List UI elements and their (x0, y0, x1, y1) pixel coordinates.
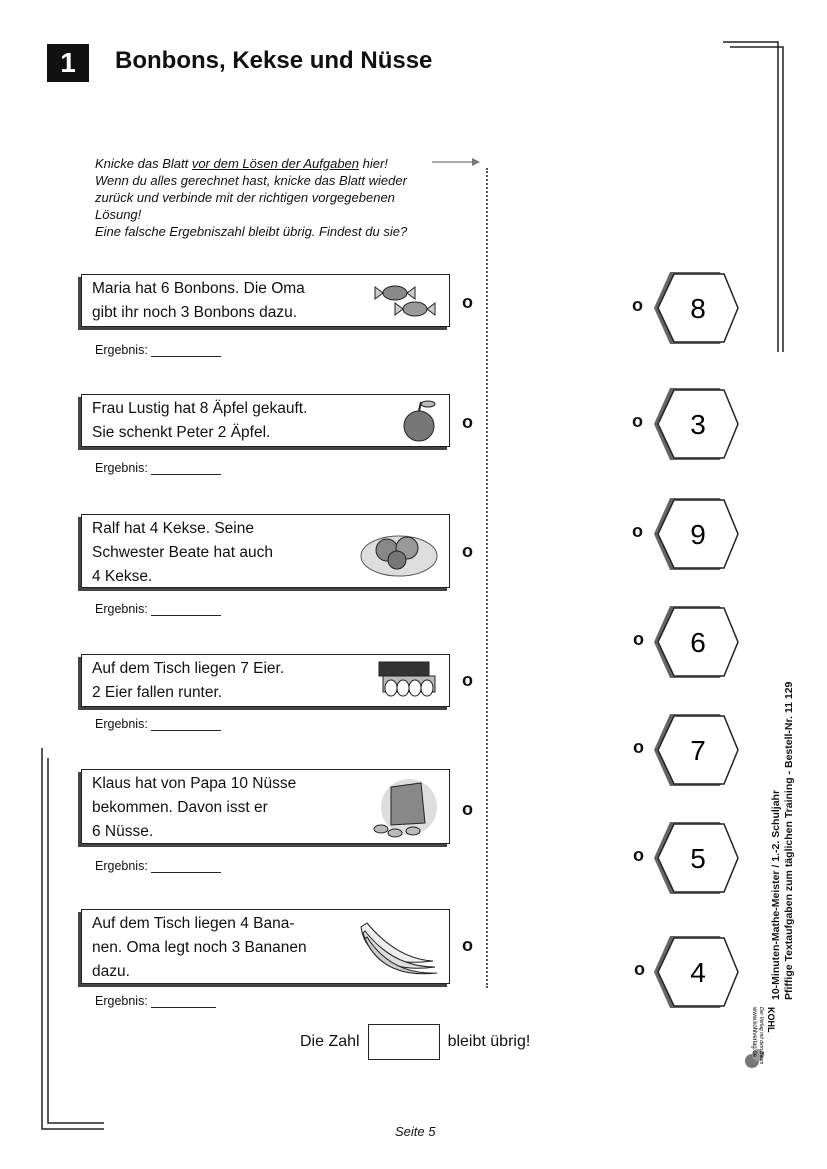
series-info: 10-Minuten-Mathe-Meister / 1.-2. Schuljahr Pfiffige Textaufgaben zum täglichen Training - Bestell-Nr. 11 129 (770, 681, 795, 1000)
fold-line (486, 168, 488, 988)
connector-dot[interactable]: o (462, 670, 473, 690)
answer-hexagon[interactable] (648, 604, 740, 685)
answer-connector-dot[interactable]: o (634, 959, 645, 979)
answer-hexagon[interactable] (648, 712, 740, 793)
task-box: Ralf hat 4 Kekse. Seine Schwester Beate hat auch 4 Kekse. (81, 514, 450, 588)
result-field[interactable]: Ergebnis: (95, 994, 216, 1008)
answer-value: 4 (690, 957, 706, 988)
connector-dot[interactable]: o (462, 292, 473, 312)
fold-arrow-icon (432, 156, 482, 168)
apple-icon (399, 398, 439, 444)
answer-hexagon[interactable] (648, 820, 740, 901)
task-box: Auf dem Tisch liegen 7 Eier. 2 Eier fallen runter. (81, 654, 450, 707)
answer-hexagon[interactable] (648, 496, 740, 577)
answer-value: 8 (690, 293, 706, 324)
task-box: Auf dem Tisch liegen 4 Bana- nen. Oma legt noch 3 Bananen dazu. (81, 909, 450, 984)
answer-connector-dot[interactable]: o (632, 521, 643, 541)
answer-connector-dot[interactable]: o (633, 629, 644, 649)
publisher-logo (742, 1005, 776, 1077)
svg-text:Der Verlag mit dem Baum: Der Verlag mit dem Baum (758, 1007, 764, 1065)
answer-connector-dot[interactable]: o (632, 411, 643, 431)
answer-value: 5 (690, 843, 706, 874)
answer-value: 7 (690, 735, 706, 766)
bananas-icon (357, 919, 439, 975)
result-field[interactable]: Ergebnis: (95, 717, 221, 731)
nut-bag-icon (369, 775, 439, 839)
result-field[interactable]: Ergebnis: (95, 343, 221, 357)
page-number: Seite 5 (395, 1124, 436, 1139)
answer-hexagon[interactable] (648, 270, 740, 351)
candy-icon (373, 279, 439, 323)
result-field[interactable]: Ergebnis: (95, 859, 221, 873)
answer-value: 6 (690, 627, 706, 658)
task-box: Frau Lustig hat 8 Äpfel gekauft. Sie schenkt Peter 2 Äpfel. (81, 394, 450, 447)
answer-value: 9 (690, 519, 706, 550)
task-number-badge: 1 (47, 44, 89, 82)
cookies-icon (359, 524, 439, 578)
result-field[interactable]: Ergebnis: (95, 602, 221, 616)
connector-dot[interactable]: o (462, 541, 473, 561)
egg-carton-icon (377, 658, 439, 704)
leftover-question: Die Zahl bleibt übrig! (300, 1024, 530, 1060)
svg-text:www.kohlverlag.de: www.kohlverlag.de (751, 1007, 757, 1058)
instructions: Knicke das Blatt vor dem Lösen der Aufgaben hier! Wenn du alles gerechnet hast, knicke das Blatt wieder zurück und verbinde mit der richtigen vorgegebenen Lösung! Eine falsche Ergebniszahl bleibt übrig. Findest du sie? (95, 156, 408, 239)
answer-hexagon[interactable] (648, 386, 740, 467)
answer-hexagon[interactable] (648, 934, 740, 1015)
connector-dot[interactable]: o (462, 935, 473, 955)
page-title: Bonbons, Kekse und Nüsse (115, 47, 433, 74)
result-field[interactable]: Ergebnis: (95, 461, 221, 475)
answer-value: 3 (690, 409, 706, 440)
answer-connector-dot[interactable]: o (632, 295, 643, 315)
answer-connector-dot[interactable]: o (633, 737, 644, 757)
svg-text:KOHL: KOHL (766, 1007, 776, 1033)
task-box: Klaus hat von Papa 10 Nüsse bekommen. Davon isst er 6 Nüsse. (81, 769, 450, 844)
answer-connector-dot[interactable]: o (633, 845, 644, 865)
connector-dot[interactable]: o (462, 412, 473, 432)
connector-dot[interactable]: o (462, 799, 473, 819)
leftover-answer-box[interactable] (368, 1024, 440, 1060)
task-box: Maria hat 6 Bonbons. Die Oma gibt ihr noch 3 Bonbons dazu. (81, 274, 450, 327)
